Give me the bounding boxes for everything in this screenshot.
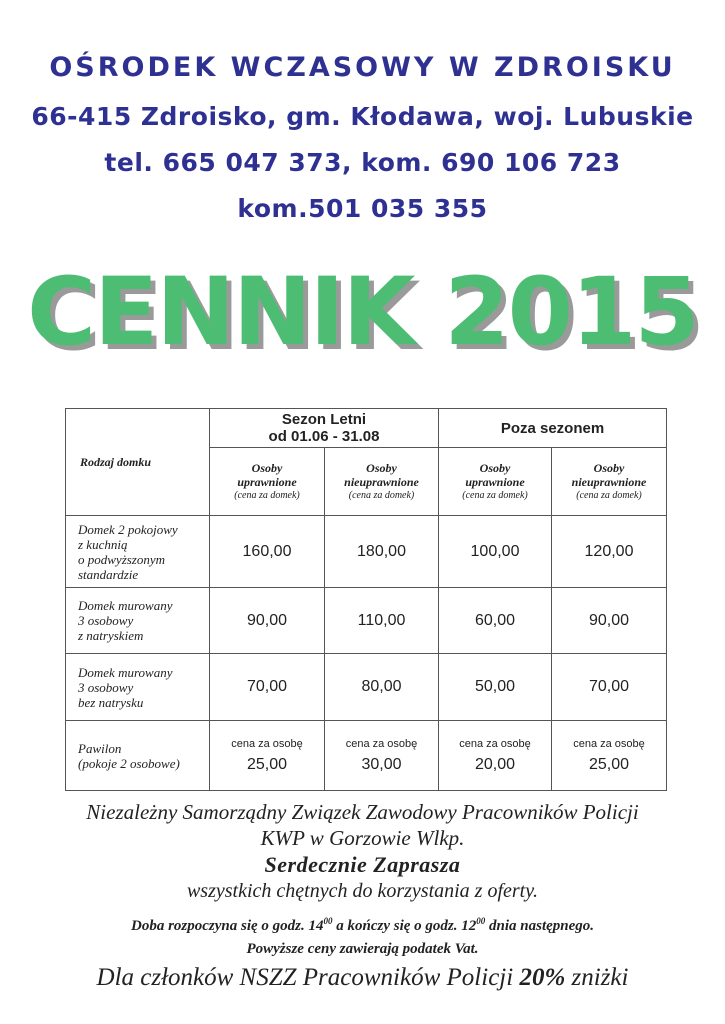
price-unit: cena za osobę (459, 737, 531, 750)
price-table (65, 408, 667, 791)
price-cell (325, 654, 439, 721)
price-value: 70,00 (588, 678, 630, 695)
price-cell (210, 721, 325, 791)
price-cell (439, 654, 552, 721)
subheader-cell: Osoby nieuprawnione (cena za domek) (325, 448, 439, 516)
header-mobile: kom.501 035 355 (237, 194, 488, 223)
row-label: Domek murowany 3 osobowy z natryskiem (66, 588, 210, 654)
table-row (66, 516, 667, 588)
price-list-title: CENNIK 2015 (27, 258, 698, 367)
price-cell (210, 588, 325, 654)
member-discount: Dla członków NSZZ Pracowników Policji 20% zniżki (96, 964, 629, 991)
price-value: 160,00 (242, 542, 292, 560)
summer-season-dates: od 01.06 - 31.08 (268, 428, 380, 445)
price-cell (325, 516, 439, 588)
price-value: 25,00 (588, 755, 630, 773)
row-label: Pawilon (pokoje 2 osobowe) (66, 721, 210, 791)
price-value: 120,00 (584, 542, 634, 560)
price-value: 25,00 (246, 755, 288, 773)
price-cell (210, 516, 325, 588)
row-label: Domek murowany 3 osobowy bez natrysku (66, 654, 210, 721)
price-cell (552, 721, 667, 791)
price-value: 30,00 (361, 755, 402, 773)
subheader-cell: Osoby uprawnione (cena za domek) (210, 448, 325, 516)
price-cell (325, 588, 439, 654)
price-cell (552, 654, 667, 721)
price-cell (439, 588, 552, 654)
union-name: Niezależny Samorządny Związek Zawodowy Pracowników Policji (86, 800, 639, 824)
table-row (66, 588, 667, 654)
subheader-cell: Osoby nieuprawnione (cena za domek) (552, 448, 667, 516)
invitation-subtext: wszystkich chętnych do korzystania z oferty. (186, 880, 539, 902)
invitation: Serdecznie Zaprasza (264, 852, 461, 877)
vat-note: Powyższe ceny zawierają podatek Vat. (246, 941, 479, 957)
check-in-times: Doba rozpoczyna się o godz. $14^{00}$ a kończy się o godz. $12^{00}$ dnia następnego. (130, 916, 595, 934)
price-cell (552, 516, 667, 588)
union-branch: KWP w Gorzowie Wlkp. (260, 826, 465, 850)
header-address: 66-415 Zdroisko, gm. Kłodawa, woj. Lubuskie (31, 102, 694, 131)
subheader-cell: Osoby uprawnione (cena za domek) (439, 448, 552, 516)
row-label: Domek 2 pokojowy z kuchnią o podwyższonym standardzie (66, 516, 210, 588)
table-row (66, 721, 667, 791)
price-value: 50,00 (474, 678, 516, 695)
price-value: 80,00 (361, 678, 402, 695)
price-cell (210, 654, 325, 721)
price-cell (552, 588, 667, 654)
summer-season-label: Sezon Letni (281, 411, 367, 428)
price-value: 110,00 (357, 611, 406, 629)
price-cell (325, 721, 439, 791)
price-unit: cena za osobę (573, 737, 645, 750)
header-resort-name: OŚRODEK WCZASOWY W ZDROISKU (49, 52, 676, 83)
summer-season-header (210, 409, 439, 448)
price-value: 20,00 (474, 755, 516, 773)
price-cell (439, 516, 552, 588)
price-unit: cena za osobę (345, 737, 418, 750)
table-row (66, 654, 667, 721)
price-value: 90,00 (588, 611, 630, 629)
row-type-header: Rodzaj domku (66, 409, 210, 516)
price-value: 70,00 (246, 678, 288, 695)
price-unit: cena za osobę (231, 737, 303, 750)
off-season-header: Poza sezonem (439, 409, 667, 448)
price-value: 60,00 (474, 611, 516, 629)
price-value: 100,00 (470, 542, 520, 560)
price-value: 180,00 (357, 542, 406, 560)
header-phone: tel. 665 047 373, kom. 690 106 723 (104, 148, 621, 177)
price-value: 90,00 (246, 611, 288, 629)
price-cell (439, 721, 552, 791)
